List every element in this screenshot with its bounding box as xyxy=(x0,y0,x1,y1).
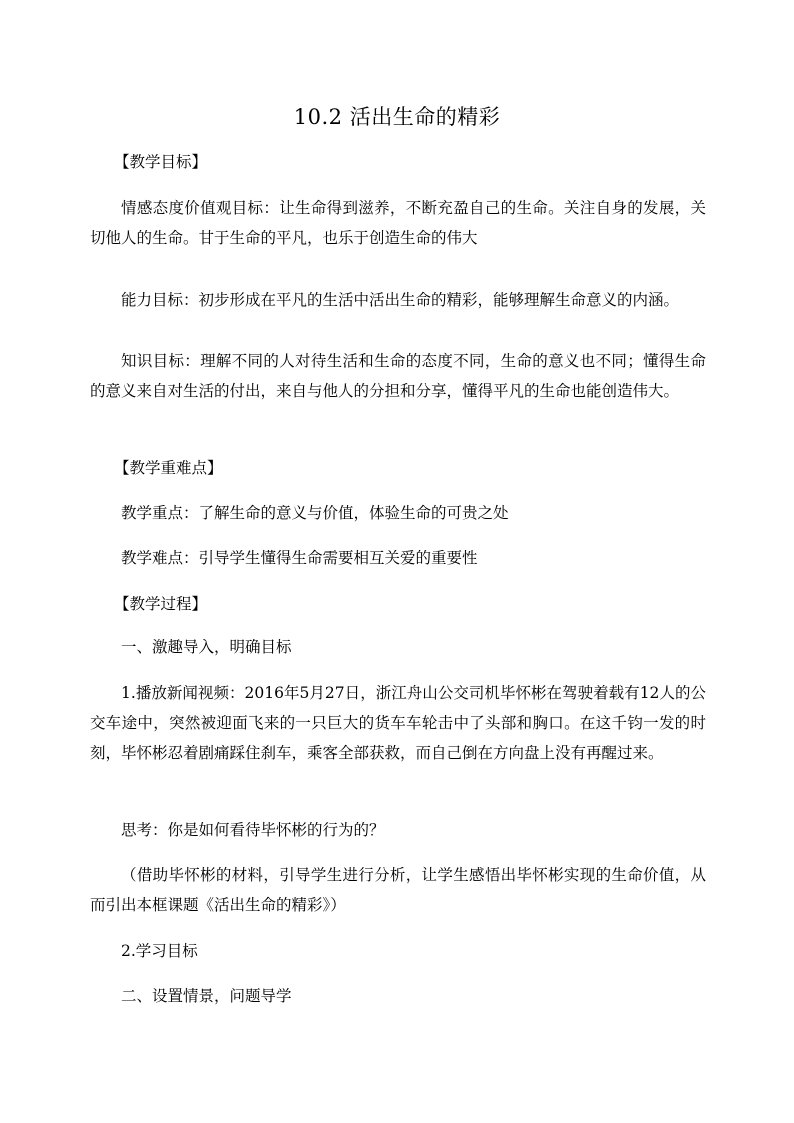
paragraph-difficult-point: 教学难点：引导学生懂得生命需要相互关爱的重要性 xyxy=(121,549,478,567)
section-heading-key-points: 【教学重难点】 xyxy=(114,459,223,477)
item-two-heading: 2.学习目标 xyxy=(121,942,198,960)
paragraph-think: 思考：你是如何看待毕怀彬的行为的？ xyxy=(121,821,385,839)
paragraph-goal-knowledge: 知识目标：理解不同的人对待生活和生命的态度不同，生命的意义也不同；懂得生命的意义来自对生活的付出，来自与他人的分担和分享，懂得平凡的生命也能创造伟大。 xyxy=(90,352,706,400)
paragraph-key-point: 教学重点：了解生命的意义与价值，体验生命的可贵之处 xyxy=(121,504,509,522)
page-title: 10.2 活出生命的精彩 xyxy=(293,105,501,129)
step-one-heading: 一、激趣导入，明确目标 xyxy=(121,638,292,656)
section-heading-goals: 【教学目标】 xyxy=(114,153,208,171)
section-heading-process: 【教学过程】 xyxy=(114,595,208,613)
paragraph-goal-emotion: 情感态度价值观目标：让生命得到滋养，不断充盈自己的生命。关注自身的发展，关切他人的生命。甘于生命的平凡，也乐于创造生命的伟大 xyxy=(90,199,706,247)
paragraph-note: （借助毕怀彬的材料，引导学生进行分析，让学生感悟出毕怀彬实现的生命价值，从而引出本框课题《活出生命的精彩》） xyxy=(90,866,706,914)
paragraph-goal-ability: 能力目标：初步形成在平凡的生活中活出生命的精彩，能够理解生命意义的内涵。 xyxy=(121,291,680,309)
step-two-heading: 二、设置情景，问题导学 xyxy=(121,987,292,1005)
paragraph-item-one: 1.播放新闻视频：2016年5月27日，浙江舟山公交司机毕怀彬在驾驶着载有12人的公交车途中，突然被迎面飞来的一只巨大的货车车轮击中了头部和胸口。在这千钧一发的时刻，毕怀彬忍着剧痛踩住刹车，乘客全部获救，而自己倒在方向盘上没有再醒过来。 xyxy=(90,684,706,762)
